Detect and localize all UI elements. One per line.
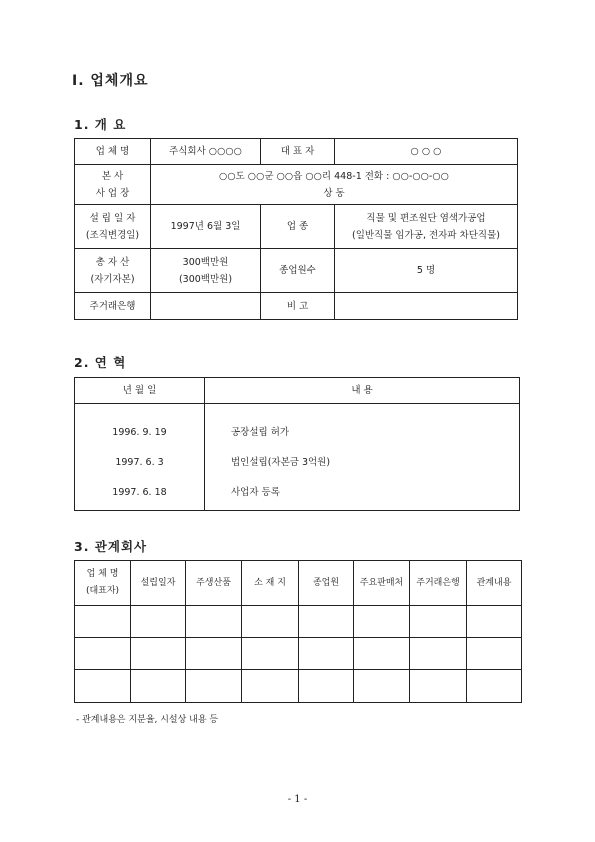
industry-line2: (일반직물 임가공, 전자파 차단직물) [352,229,500,241]
page-title: I. 업체개요 [72,73,149,89]
affiliates-table [74,560,522,703]
address-line: ○○도 ○○군 ○○읍 ○○리 448-1 전화 : ○○-○○-○○ [219,170,449,182]
table-cell [75,638,131,670]
history-date: 1997. 6. 3 [115,457,164,468]
table-cell [131,606,186,638]
remarks-value [335,293,518,320]
header-relation: 관계내용 [467,561,522,606]
table-cell [75,670,131,703]
history-table [74,377,520,511]
table-cell [467,670,522,703]
table-cell [131,638,186,670]
table-cell [242,638,299,670]
history-dates [75,404,205,511]
label-employees: 종업원수 [261,249,335,293]
header-founded: 설립일자 [131,561,186,606]
table-cell [354,670,410,703]
label-hq-line2: 사 업 장 [95,187,130,199]
label-founded-line1: 설 립 일 자 [89,212,136,224]
label-industry: 업 종 [261,205,335,249]
header-employees: 종업원 [299,561,354,606]
representative-value: ○ ○ ○ [335,139,518,165]
table-cell [410,606,467,638]
table-cell [186,670,242,703]
section-title-overview: 1. 개 요 [74,117,127,132]
table-row [75,670,522,703]
founded-value: 1997년 6월 3일 [151,205,261,249]
table-cell [299,670,354,703]
table-cell [467,606,522,638]
table-cell [354,638,410,670]
label-representative: 대 표 자 [261,139,335,165]
label-remarks: 비 고 [261,293,335,320]
table-cell [186,638,242,670]
header-bank: 주거래은행 [410,561,467,606]
assets-line2: (300백만원) [178,273,233,285]
table-row [75,249,518,293]
table-cell [354,606,410,638]
label-founded [75,205,151,249]
history-content: 사업자 등록 [231,487,280,498]
table-cell [242,606,299,638]
table-cell [131,670,186,703]
table-row [75,404,520,511]
table-cell [186,606,242,638]
table-row [75,606,522,638]
history-content: 법인설립(자본금 3억원) [231,457,331,468]
assets-line1: 300백만원 [182,256,229,268]
page-number: - 1 - [287,794,308,805]
table-cell [299,606,354,638]
header-sales: 주요판매처 [354,561,410,606]
company-name-value: 주식회사 ○○○○ [151,139,261,165]
section-title-affiliates: 3. 관계회사 [74,539,148,554]
label-total-assets [75,249,151,293]
table-row [75,165,518,205]
label-hq-line1: 본 사 [101,170,124,182]
label-main-bank: 주거래은행 [75,293,151,320]
header-date: 년 월 일 [75,378,205,404]
table-cell [410,670,467,703]
table-row [75,638,522,670]
table-cell [242,670,299,703]
header-company-line2: (대표자) [85,586,120,596]
header-content: 내 용 [205,378,520,404]
table-cell [299,638,354,670]
table-cell [75,606,131,638]
section-title-history: 2. 연 혁 [74,355,127,370]
label-assets-line2: (자기자본) [90,273,135,285]
address-value [151,165,518,205]
table-header-row [75,378,520,404]
total-assets-value [151,249,261,293]
header-company-line1: 업 체 명 [86,569,119,579]
history-date: 1997. 6. 18 [112,487,167,498]
header-product: 주생산품 [186,561,242,606]
table-row [75,293,518,320]
worksite-line: 상 동 [323,187,345,199]
table-cell [467,638,522,670]
table-row [75,205,518,249]
header-location: 소 재 지 [242,561,299,606]
table-cell [410,638,467,670]
history-contents [205,404,520,511]
table-header-row [75,561,522,606]
history-content: 공장설립 허가 [231,427,290,438]
industry-line1: 직물 및 편조원단 염색가공업 [366,212,486,224]
label-company-name: 업 체 명 [75,139,151,165]
employees-value: 5 명 [335,249,518,293]
main-bank-value [151,293,261,320]
label-headquarters [75,165,151,205]
industry-value [335,205,518,249]
header-company [75,561,131,606]
footnote: - 관계내용은 지분율, 시설상 내용 등 [76,715,219,725]
overview-table [74,138,518,320]
label-assets-line1: 총 자 산 [95,256,130,268]
history-date: 1996. 9. 19 [112,427,167,438]
table-row [75,139,518,165]
label-founded-line2: (조직변경일) [85,229,140,241]
